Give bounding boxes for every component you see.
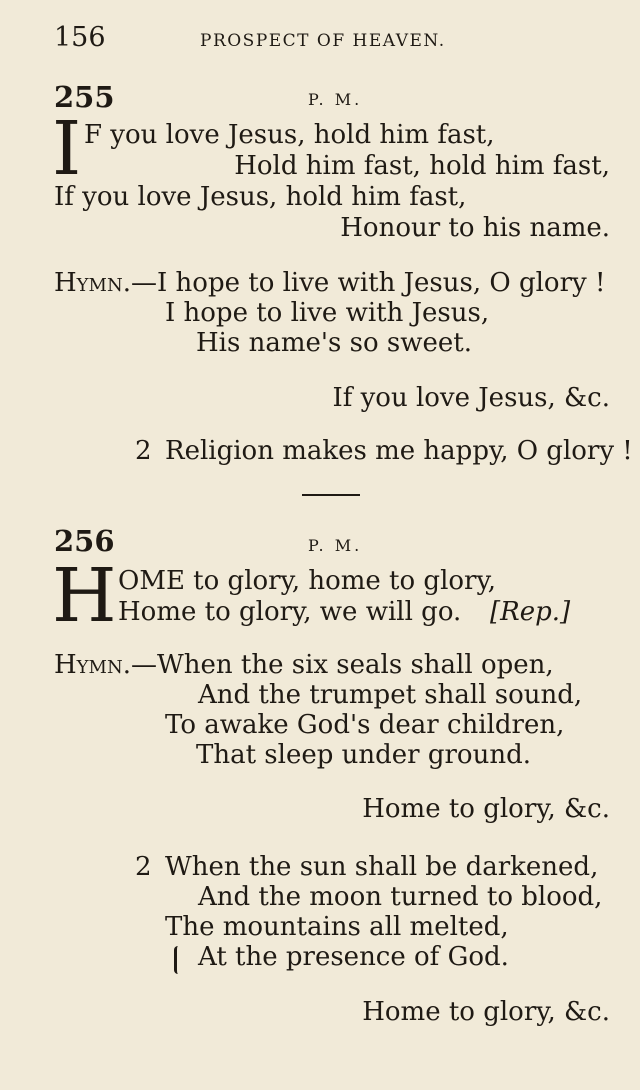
hymn-255-refrain: If you love Jesus, &c.: [332, 383, 610, 413]
hymn-256-dropcap: H: [52, 553, 117, 639]
repeat-marker: [Rep.]: [490, 597, 571, 627]
hymn-255-verse-2-number: 2: [135, 436, 152, 466]
bracket-mark: [174, 946, 184, 974]
hymn-256-verse-2-number: 2: [135, 852, 152, 882]
hymn-255-line-4: Honour to his name.: [340, 213, 610, 243]
hymn-256-line-1: OME to glory, home to glory,: [118, 566, 496, 596]
hymn-255-line-3: If you love Jesus, hold him fast,: [54, 182, 467, 212]
hymn-256-chorus-line-1: [54, 650, 554, 680]
hymn-256-verse-2-line-1: When the sun shall be darkened,: [165, 852, 599, 882]
hymn-256-verse-2-line-4: At the presence of God.: [198, 942, 509, 972]
hymn-256-refrain-2: Home to glory, &c.: [362, 997, 610, 1027]
hymn-255-chorus-line-1: [54, 268, 605, 298]
hymn-label: Hymn.: [54, 268, 132, 298]
hymn-256-chorus-line-2: And the trumpet shall sound,: [198, 680, 583, 710]
hymn-255-chorus-line-3: His name's so sweet.: [196, 328, 472, 358]
hymn-256-line-2: Home to glory, we will go.: [118, 597, 462, 627]
hymn-256-number: 256: [54, 524, 115, 558]
hymn-256-chorus-line-3: To awake God's dear children,: [165, 710, 565, 740]
hymn-255-line-1: F you love Jesus, hold him fast,: [84, 120, 495, 150]
hymn-255-dropcap: I: [52, 106, 82, 192]
section-divider: [302, 494, 360, 496]
hymn-256-chorus-text-1: —When the six seals shall open,: [131, 650, 554, 680]
hymn-255-meter: P. M.: [308, 90, 363, 109]
hymn-255-chorus-text-1: —I hope to live with Jesus, O glory !: [131, 268, 606, 298]
hymn-255-chorus-line-2: I hope to live with Jesus,: [165, 298, 490, 328]
hymn-255-verse-2-line: Religion makes me happy, O glory !: [165, 436, 633, 466]
hymn-256-meter: P. M.: [308, 536, 363, 555]
hymn-256-chorus-line-4: That sleep under ground.: [196, 740, 531, 770]
hymn-255-line-2: Hold him fast, hold him fast,: [234, 151, 610, 181]
hymn-256-refrain-1: Home to glory, &c.: [362, 794, 610, 824]
hymn-255-number: 255: [54, 80, 115, 114]
hymn-256-verse-2-line-3: The mountains all melted,: [165, 912, 509, 942]
running-title: PROSPECT OF HEAVEN.: [200, 31, 446, 51]
hymn-label: Hymn.: [54, 650, 132, 680]
page-number: 156: [54, 22, 106, 53]
hymn-256-verse-2-line-2: And the moon turned to blood,: [198, 882, 603, 912]
